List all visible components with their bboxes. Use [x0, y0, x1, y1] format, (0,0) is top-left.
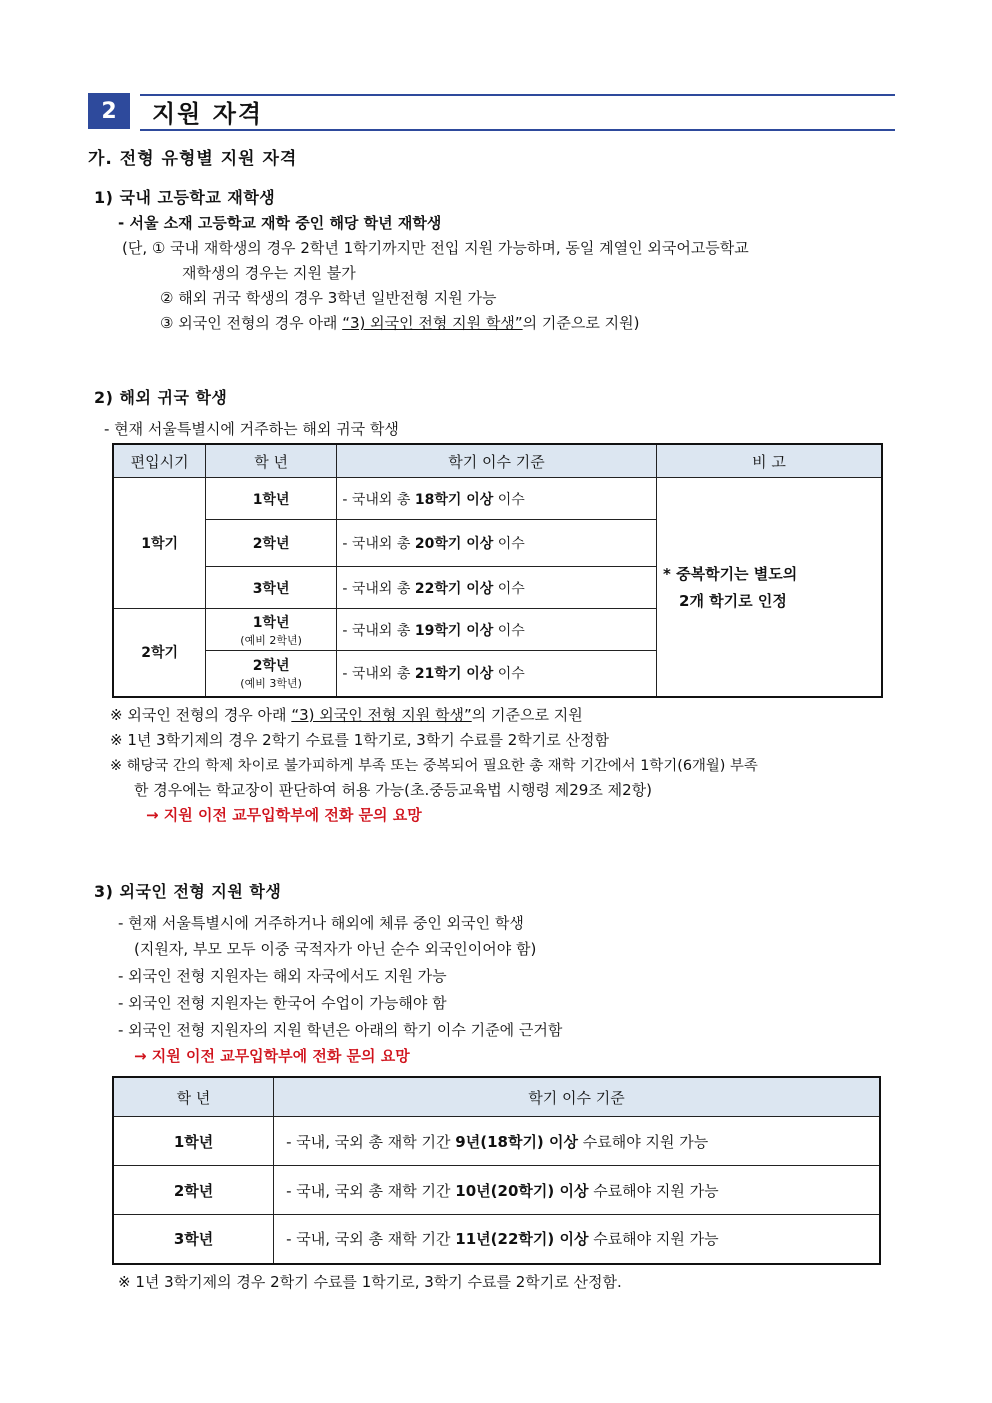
part3-line4: - 외국인 전형 지원자는 한국어 수업이 가능해야 함 — [118, 994, 447, 1012]
part2-heading: 2) 해외 귀국 학생 — [94, 388, 228, 407]
th-grade: 학 년 — [113, 1077, 274, 1117]
criteria-cell: - 국내외 총 20학기 이상 이수 — [336, 520, 656, 567]
criteria-cell: - 국내, 국외 총 재학 기간 9년(18학기) 이상 수료해야 지원 가능 — [274, 1117, 880, 1166]
criteria-cell: - 국내, 국외 총 재학 기간 11년(22학기) 이상 수료해야 지원 가능 — [274, 1215, 880, 1264]
table-row: 3학년 — [113, 1215, 274, 1264]
remark-line1: * 중복학기는 별도의 — [663, 564, 798, 583]
header-rule-bottom — [140, 129, 895, 131]
part3-note: ※ 1년 3학기제의 경우 2학기 수료를 1학기로, 3학기 수료를 2학기로 산정함. — [118, 1273, 622, 1291]
remark-cell — [657, 478, 882, 697]
part3-heading: 3) 외국인 전형 지원 학생 — [94, 882, 282, 901]
table-row: 1학년 — [206, 478, 337, 520]
part2-note3a: ※ 해당국 간의 학제 차이로 불가피하게 부족 또는 중복되어 필요한 총 재학 기간에서 1학기(6개월) 부족 — [110, 758, 758, 774]
table-row: 1학년 (예비 2학년) — [206, 609, 337, 651]
remark-line2: 2개 학기로 인정 — [679, 591, 787, 610]
criteria-cell: - 국내외 총 21학기 이상 이수 — [336, 651, 656, 697]
table-row: 2학년 (예비 3학년) — [206, 651, 337, 697]
th-term: 편입시기 — [113, 444, 206, 478]
part1-line1: - 서울 소재 고등학교 재학 중인 해당 학년 재학생 — [118, 214, 442, 232]
page-subtitle: 가. 전형 유형별 지원 자격 — [88, 149, 298, 169]
part3-line3: - 외국인 전형 지원자는 해외 자국에서도 지원 가능 — [118, 967, 447, 985]
part1-line3: 재학생의 경우는 지원 불가 — [182, 264, 356, 282]
criteria-cell: - 국내, 국외 총 재학 기간 10년(20학기) 이상 수료해야 지원 가능 — [274, 1166, 880, 1215]
part1-line5-ref: “3) 외국인 전형 지원 학생” — [342, 314, 523, 332]
part3-line1: - 현재 서울특별시에 거주하거나 해외에 체류 중인 외국인 학생 — [118, 914, 524, 932]
part1-heading: 1) 국내 고등학교 재학생 — [94, 188, 276, 207]
part2-arrow-note: → 지원 이전 교무입학부에 전화 문의 요망 — [146, 806, 422, 824]
th-criteria: 학기 이수 기준 — [274, 1077, 880, 1117]
part3-line5: - 외국인 전형 지원자의 지원 학년은 아래의 학기 이수 기준에 근거함 — [118, 1021, 563, 1039]
criteria-cell: - 국내외 총 22학기 이상 이수 — [336, 567, 656, 609]
part1-line4: ② 해외 귀국 학생의 경우 3학년 일반전형 지원 가능 — [160, 289, 497, 307]
table-row: 2학년 — [206, 520, 337, 567]
th-criteria: 학기 이수 기준 — [336, 444, 656, 478]
part3-arrow-note: → 지원 이전 교무입학부에 전화 문의 요망 — [134, 1047, 410, 1065]
part2-line1: - 현재 서울특별시에 거주하는 해외 귀국 학생 — [104, 420, 399, 438]
term-1: 1학기 — [113, 478, 206, 609]
term-2: 2학기 — [113, 609, 206, 697]
foreign-table — [112, 1076, 881, 1265]
criteria-cell: - 국내외 총 18학기 이상 이수 — [336, 478, 656, 520]
section-title: 지원 자격 — [152, 100, 264, 128]
part2-note3b: 한 경우에는 학교장이 판단하여 허용 가능(초.중등교육법 시행령 제29조 제2항) — [134, 781, 652, 799]
part1-line5-post: 의 기준으로 지원) — [522, 314, 640, 332]
part2-note1: ※ 외국인 전형의 경우 아래 “3) 외국인 전형 지원 학생”의 기준으로 지원 — [110, 706, 583, 724]
part1-line2: (단, ① 국내 재학생의 경우 2학년 1학기까지만 전입 지원 가능하며, 동일 계열인 외국어고등학교 — [122, 239, 749, 257]
part1-line5 — [160, 312, 639, 333]
th-grade: 학 년 — [206, 444, 337, 478]
part3-line2: (지원자, 부모 모두 이중 국적자가 아닌 순수 외국인이어야 함) — [134, 940, 537, 958]
table-row: 1학년 — [113, 1117, 274, 1166]
part1-line5-pre: ③ 외국인 전형의 경우 아래 — [160, 314, 343, 332]
th-remark: 비 고 — [657, 444, 882, 478]
part2-note2: ※ 1년 3학기제의 경우 2학기 수료를 1학기로, 3학기 수료를 2학기로 산정함 — [110, 731, 610, 749]
criteria-cell: - 국내외 총 19학기 이상 이수 — [336, 609, 656, 651]
table-row: 3학년 — [206, 567, 337, 609]
returnee-table — [112, 443, 883, 698]
table-row: 2학년 — [113, 1166, 274, 1215]
section-number: 2 — [88, 93, 130, 129]
